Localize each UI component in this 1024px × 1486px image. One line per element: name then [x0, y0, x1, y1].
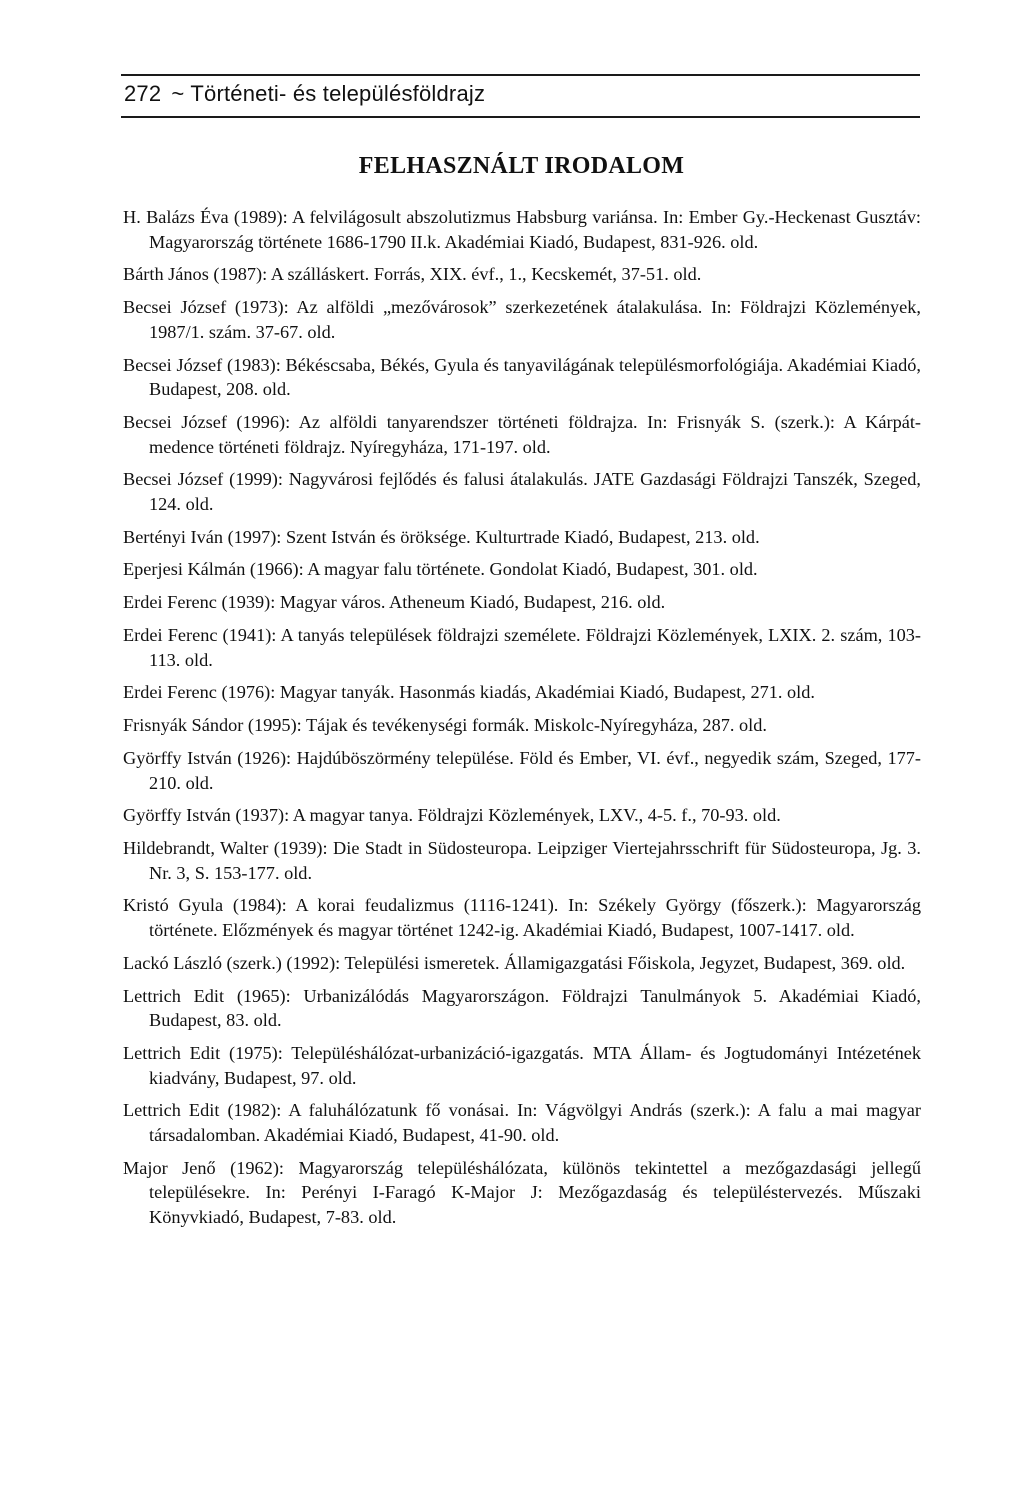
section-title: FELHASZNÁLT IRODALOM [358, 153, 685, 179]
reference-entry: Lettrich Edit (1965): Urbanizálódás Magyarországon. Földrajzi Tanulmányok 5. Akadémiai Kiadó, Budapest, 83. old. [123, 985, 921, 1031]
reference-entry: Erdei Ferenc (1939): Magyar város. Atheneum Kiadó, Budapest, 216. old. [123, 592, 666, 613]
reference-entry: Bertényi Iván (1997): Szent István és öröksége. Kulturtrade Kiadó, Budapest, 213. old. [123, 526, 760, 547]
reference-entry: Györffy István (1926): Hajdúböszörmény települése. Föld és Ember, VI. évf., negyedik szám, Szeged, 177-210. old. [123, 747, 921, 793]
reference-entry: Lettrich Edit (1975): Településhálózat-urbanizáció-igazgatás. MTA Állam- és Jogtudományi Intézetének kiadvány, Budapest, 97. old. [123, 1043, 921, 1088]
reference-list [123, 205, 921, 1238]
reference-entry: Frisnyák Sándor (1995): Tájak és tevékenységi formák. Miskolc-Nyíregyháza, 287. old. [123, 715, 767, 736]
reference-entry: Lackó László (szerk.) (1992): Települési ismeretek. Államigazgatási Főiskola, Jegyzet, Budapest, 369. old. [123, 952, 906, 973]
reference-entry: Becsei József (1983): Békéscsaba, Békés, Gyula és tanyavilágának településmorfológiája. Akadémiai Kiadó, Budapest, 208. old. [123, 354, 921, 400]
reference-entry: Eperjesi Kálmán (1966): A magyar falu története. Gondolat Kiadó, Budapest, 301. old. [123, 559, 758, 580]
running-title: Történeti- és településföldrajz [190, 81, 486, 106]
reference-entry: Erdei Ferenc (1941): A tanyás települések földrajzi személete. Földrajzi Közlemények, LXIX. 2. szám, 103-113. old. [123, 625, 921, 670]
reference-entry: Erdei Ferenc (1976): Magyar tanyák. Hasonmás kiadás, Akadémiai Kiadó, Budapest, 271. old. [123, 682, 815, 703]
reference-entry: Kristó Gyula (1984): A korai feudalizmus (1116-1241). In: Székely György (főszerk.): Magyarország története. Előzmények és magyar történet 1242-ig. Akadémiai Kiadó, Budapest, 1007-1417. old. [123, 895, 921, 941]
reference-entry: Becsei József (1973): Az alföldi „mezővárosok” szerkezetének átalakulása. In: Földrajzi Közlemények, 1987/1. szám. 37-67. old. [123, 297, 921, 342]
header-separator: ~ [171, 81, 185, 106]
running-header-text [124, 81, 485, 107]
reference-entry: H. Balázs Éva (1989): A felvilágosult abszolutizmus Habsburg variánsa. In: Ember Gy.-Heckenast Gusztáv: Magyarország története 1686-1790 II.k. Akadémiai Kiadó, Budapest, 831-926. old. [123, 207, 921, 252]
reference-entry: Györffy István (1937): A magyar tanya. Földrajzi Közlemények, LXV., 4-5. f., 70-93. old. [123, 805, 781, 826]
reference-entry: Bárth János (1987): A szálláskert. Forrás, XIX. évf., 1., Kecskemét, 37-51. old. [123, 264, 702, 285]
running-header [121, 74, 920, 118]
reference-entry: Becsei József (1999): Nagyvárosi fejlődés és falusi átalakulás. JATE Gazdasági Földrajzi Tanszék, Szeged, 124. old. [123, 469, 921, 514]
page-number: 272 [124, 81, 162, 106]
reference-entry: Major Jenő (1962): Magyarország településhálózata, különös tekintettel a mezőgazdasági jellegű településekre. In: Perényi I-Faragó K-Major J: Mezőgazdaság és településtervezés. Műszaki Könyvkiadó, Budapest, 7-83. old. [123, 1157, 921, 1227]
reference-entry: Becsei József (1996): Az alföldi tanyarendszer történeti földrajza. In: Frisnyák S. (szerk.): A Kárpát-medence történeti földrajz. Nyíregyháza, 171-197. old. [123, 411, 921, 457]
reference-entry: Lettrich Edit (1982): A faluhálózatunk fő vonásai. In: Vágvölgyi András (szerk.): A falu a mai magyar társadalomban. Akadémiai Kiadó, Budapest, 41-90. old. [123, 1100, 921, 1145]
reference-entry: Hildebrandt, Walter (1939): Die Stadt in Südosteuropa. Leipziger Viertejahrsschrift für Südosteuropa, Jg. 3. Nr. 3, S. 153-177. old. [123, 838, 921, 883]
